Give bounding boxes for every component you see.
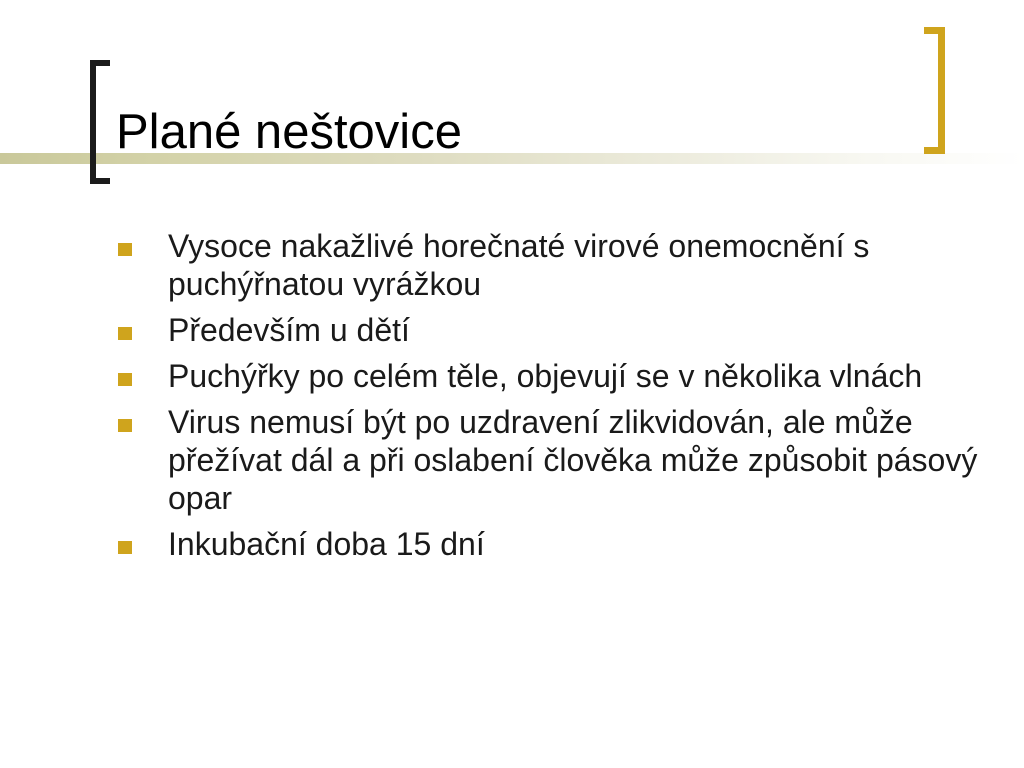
square-bullet-icon — [118, 419, 132, 432]
square-bullet-icon — [118, 243, 132, 256]
square-bullet-icon — [118, 373, 132, 386]
bullet-item — [118, 227, 978, 303]
right-bracket-decoration — [924, 27, 945, 154]
bullet-item — [118, 525, 978, 563]
bullet-item — [118, 403, 978, 517]
left-bracket-decoration — [90, 60, 110, 184]
bullet-text: Inkubační doba 15 dní — [168, 526, 485, 562]
bullet-item — [118, 357, 978, 395]
bullet-text: Virus nemusí být po uzdravení zlikvidován, ale může přežívat dál a při oslabení člověka může způsobit pásový opar — [168, 404, 978, 516]
bullet-list — [118, 227, 978, 571]
bullet-text: Vysoce nakažlivé horečnaté virové onemocnění s puchýřnatou vyrážkou — [168, 228, 870, 302]
bullet-item — [118, 311, 978, 349]
bullet-text: Především u dětí — [168, 312, 410, 348]
bullet-text: Puchýřky po celém těle, objevují se v několika vlnách — [168, 358, 923, 394]
slide-title: Plané neštovice — [116, 105, 462, 159]
square-bullet-icon — [118, 327, 132, 340]
square-bullet-icon — [118, 541, 132, 554]
